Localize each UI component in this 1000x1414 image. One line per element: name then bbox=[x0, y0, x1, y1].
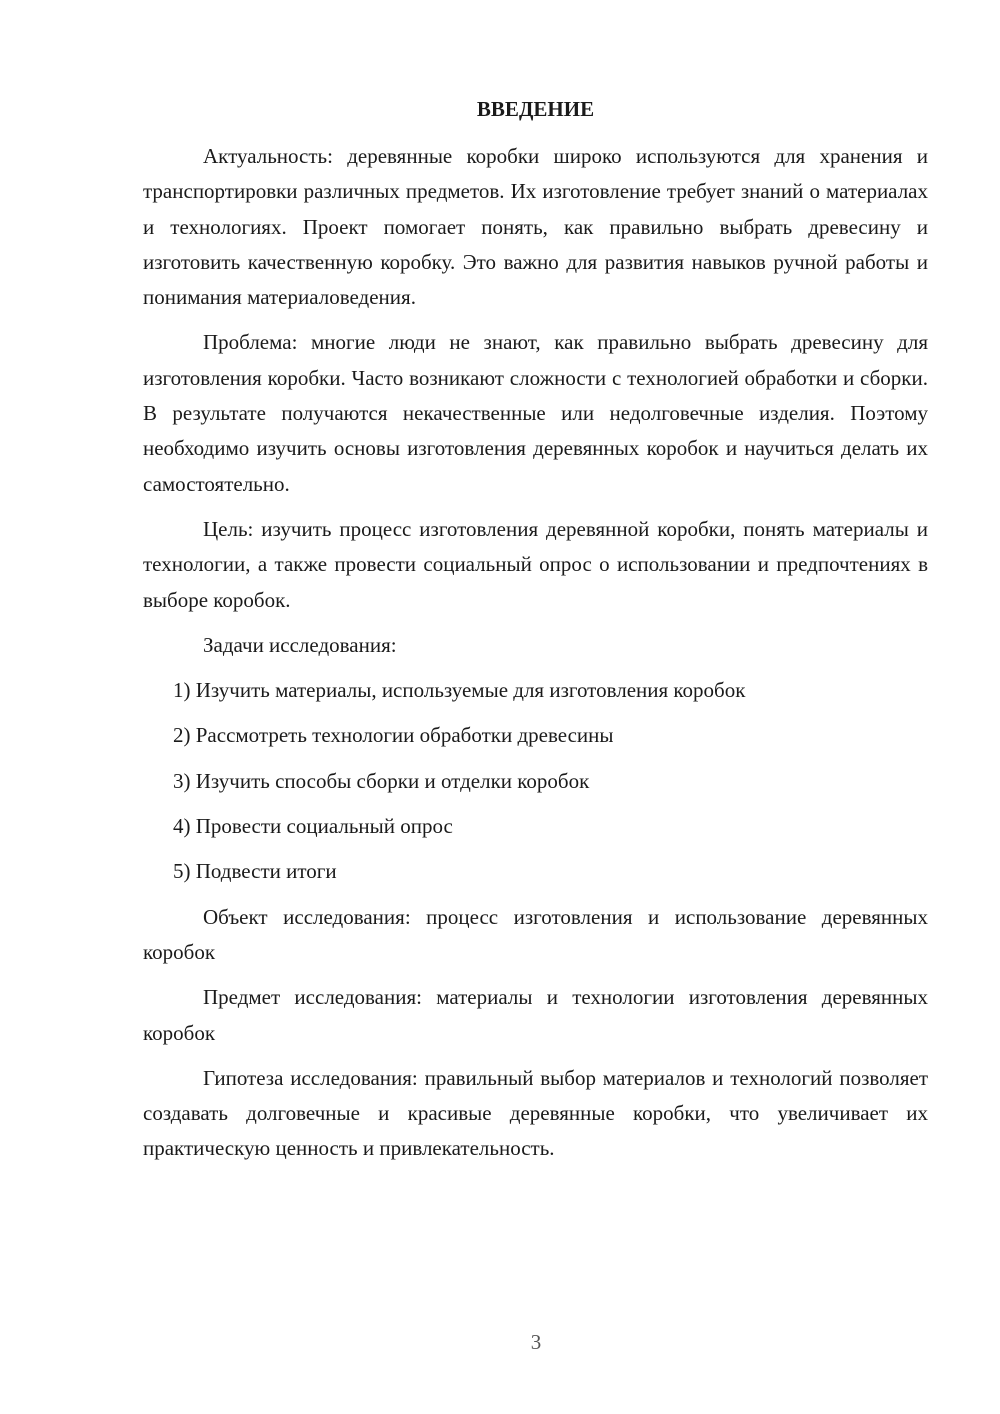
goal-paragraph: Цель: изучить процесс изготовления деревянной коробки, понять материалы и технологии, а также провести социальный опрос о использовании и предпочтениях в выборе коробок. bbox=[143, 516, 928, 612]
task-item: 3) Изучить способы сборки и отделки коробок bbox=[173, 768, 590, 793]
document-page bbox=[143, 92, 928, 1177]
hypothesis-paragraph: Гипотеза исследования: правильный выбор материалов и технологий позволяет создавать долговечные и красивые деревянные коробки, что увеличивает их практическую ценность и привлекательность. bbox=[143, 1065, 928, 1161]
subject-paragraph: Предмет исследования: материалы и технологии изготовления деревянных коробок bbox=[143, 985, 928, 1045]
tasks-heading: Задачи исследования: bbox=[203, 632, 397, 657]
task-item: 1) Изучить материалы, используемые для изготовления коробок bbox=[173, 678, 746, 703]
problem-paragraph: Проблема: многие люди не знают, как правильно выбрать древесину для изготовления коробки. Часто возникают сложности с технологией обработки и сборки. В результате получаются некачественные или недолговечные изделия. Поэтому необходимо изучить основы изготовления деревянных коробок и научиться делать их самостоятельно. bbox=[143, 330, 928, 496]
page-number: 3 bbox=[530, 1330, 542, 1354]
task-item: 2) Рассмотреть технологии обработки древесины bbox=[173, 723, 614, 748]
section-title: ВВЕДЕНИЕ bbox=[476, 97, 595, 121]
task-item: 5) Подвести итоги bbox=[173, 859, 337, 884]
relevance-paragraph: Актуальность: деревянные коробки широко используются для хранения и транспортировки различных предметов. Их изготовление требует знаний о материалах и технологиях. Проект помогает понять, как правильно выбрать древесину и изготовить качественную коробку. Это важно для развития навыков ручной работы и понимания материаловедения. bbox=[143, 144, 928, 310]
tasks-list bbox=[143, 673, 928, 889]
task-item: 4) Провести социальный опрос bbox=[173, 814, 453, 839]
object-paragraph: Объект исследования: процесс изготовления и использование деревянных коробок bbox=[143, 904, 928, 964]
